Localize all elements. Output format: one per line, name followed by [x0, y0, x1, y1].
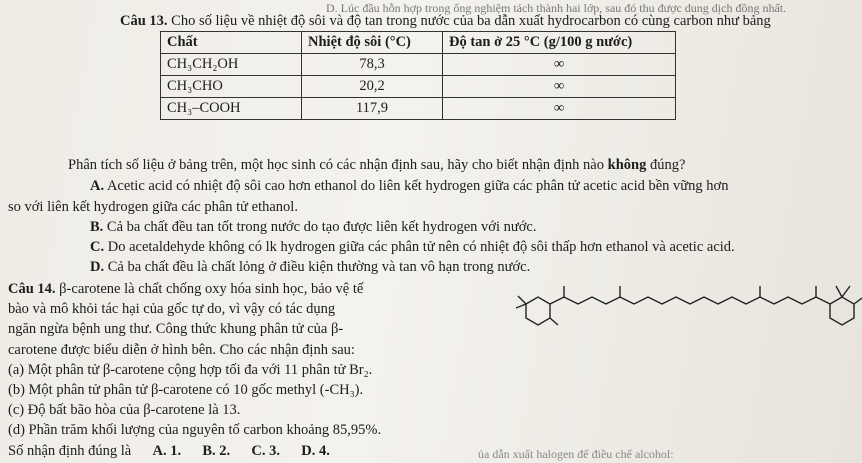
previous-question-cut-line: D. Lúc đầu hỗn hợp trong ống nghiệm tách thành hai lớp, sau đó thu được dung dịch đồng nhất.	[326, 1, 787, 15]
question-14-text-1: β-carotene là chất chống oxy hóa sinh học, bảo vệ tế	[59, 281, 364, 297]
question-14-line-4: carotene được biểu diễn ở hình bên. Cho các nhận định sau:	[8, 342, 355, 358]
cell-solubility: ∞	[443, 76, 676, 98]
cell-boiling-point: 20,2	[302, 76, 443, 98]
cell-substance: CH₃–COOH	[161, 98, 302, 120]
statement-a: (a) Một phân tử β-carotene cộng hợp tối đa với 11 phân tử Br₂.	[8, 362, 373, 378]
beta-carotene-skeletal-formula	[516, 278, 862, 336]
cell-boiling-point: 117,9	[302, 98, 443, 120]
header-boiling-point: Nhiệt độ sôi (°C)	[302, 32, 443, 54]
cell-solubility: ∞	[443, 98, 676, 120]
prompt-text: Phân tích số liệu ở bảng trên, một học sinh có các nhận định sau, hãy cho biết nhận định nào	[68, 157, 604, 173]
next-question-cut-line: ủa dẫn xuất halogen để điều chế alcohol:	[478, 447, 674, 461]
answer-count-label: Số nhận định đúng là	[8, 443, 132, 459]
cell-boiling-point: 78,3	[302, 54, 443, 76]
cell-substance: CH₃CH₂OH	[161, 54, 302, 76]
answer-line	[8, 443, 330, 460]
option-d-label: D.	[90, 259, 105, 275]
statement-d: (d) Phần trăm khối lượng của nguyên tố carbon khoảng 85,95%.	[8, 422, 382, 438]
question-14-line-3: ngăn ngừa bệnh ung thư. Công thức khung phân tử của β-	[8, 321, 344, 337]
answer-option-c: C. 3.	[251, 443, 281, 459]
answer-option-a: A. 1.	[152, 443, 182, 459]
cell-substance: CH₃CHO	[161, 76, 302, 98]
option-b-label: B.	[90, 219, 104, 235]
prompt-end: đúng?	[649, 157, 686, 173]
question-13-prompt	[68, 157, 685, 174]
table-row	[161, 54, 676, 76]
table-row	[161, 98, 676, 120]
table-header-row	[161, 32, 676, 54]
question-14-line-1	[8, 281, 363, 298]
question-14-label: Câu 14.	[8, 281, 56, 297]
header-substance: Chất	[161, 32, 302, 54]
option-a-continuation: so với liên kết hydrogen giữa các phân tử ethanol.	[8, 199, 298, 215]
option-c-text: Do acetaldehyde không có lk hydrogen giữa các phân tử nên có nhiệt độ sôi thấp hơn ethanol và acetic acid.	[107, 239, 735, 255]
option-b-text: Cả ba chất đều tan tốt trong nước do tạo được liên kết hydrogen với nước.	[106, 219, 537, 235]
statement-c: (c) Độ bất bão hòa của β-carotene là 13.	[8, 402, 241, 418]
question-13-text: Cho số liệu về nhiệt độ sôi và độ tan trong nước của ba dẫn xuất hydrocarbon có cùng carbon như bảng	[171, 13, 771, 29]
answer-option-d: D. 4.	[301, 443, 330, 459]
statement-b: (b) Một phân tử phân tử β-carotene có 10 gốc methyl (-CH₃).	[8, 382, 364, 398]
option-d-text: Cả ba chất đều là chất lỏng ở điều kiện thường và tan vô hạn trong nước.	[107, 259, 531, 275]
question-13-intro	[120, 13, 771, 30]
question-13-label: Câu 13.	[120, 13, 168, 29]
option-d	[90, 259, 530, 276]
cell-solubility: ∞	[443, 54, 676, 76]
option-a	[90, 178, 728, 195]
option-c	[90, 239, 735, 256]
option-a-text: Acetic acid có nhiệt độ sôi cao hơn ethanol do liên kết hydrogen giữa các phân tử acetic acid bền vững hơn	[106, 178, 729, 194]
option-a-label: A.	[90, 178, 105, 194]
boiling-point-table	[160, 31, 676, 120]
option-c-label: C.	[90, 239, 105, 255]
answer-option-b: B. 2.	[202, 443, 231, 459]
table-row	[161, 76, 676, 98]
question-14-line-2: bào và mô khỏi tác hại của gốc tự do, vì vậy có tác dụng	[8, 301, 336, 317]
header-solubility: Độ tan ở 25 °C (g/100 g nước)	[443, 32, 676, 54]
prompt-emphasis: không	[607, 157, 647, 173]
option-b	[90, 219, 536, 236]
